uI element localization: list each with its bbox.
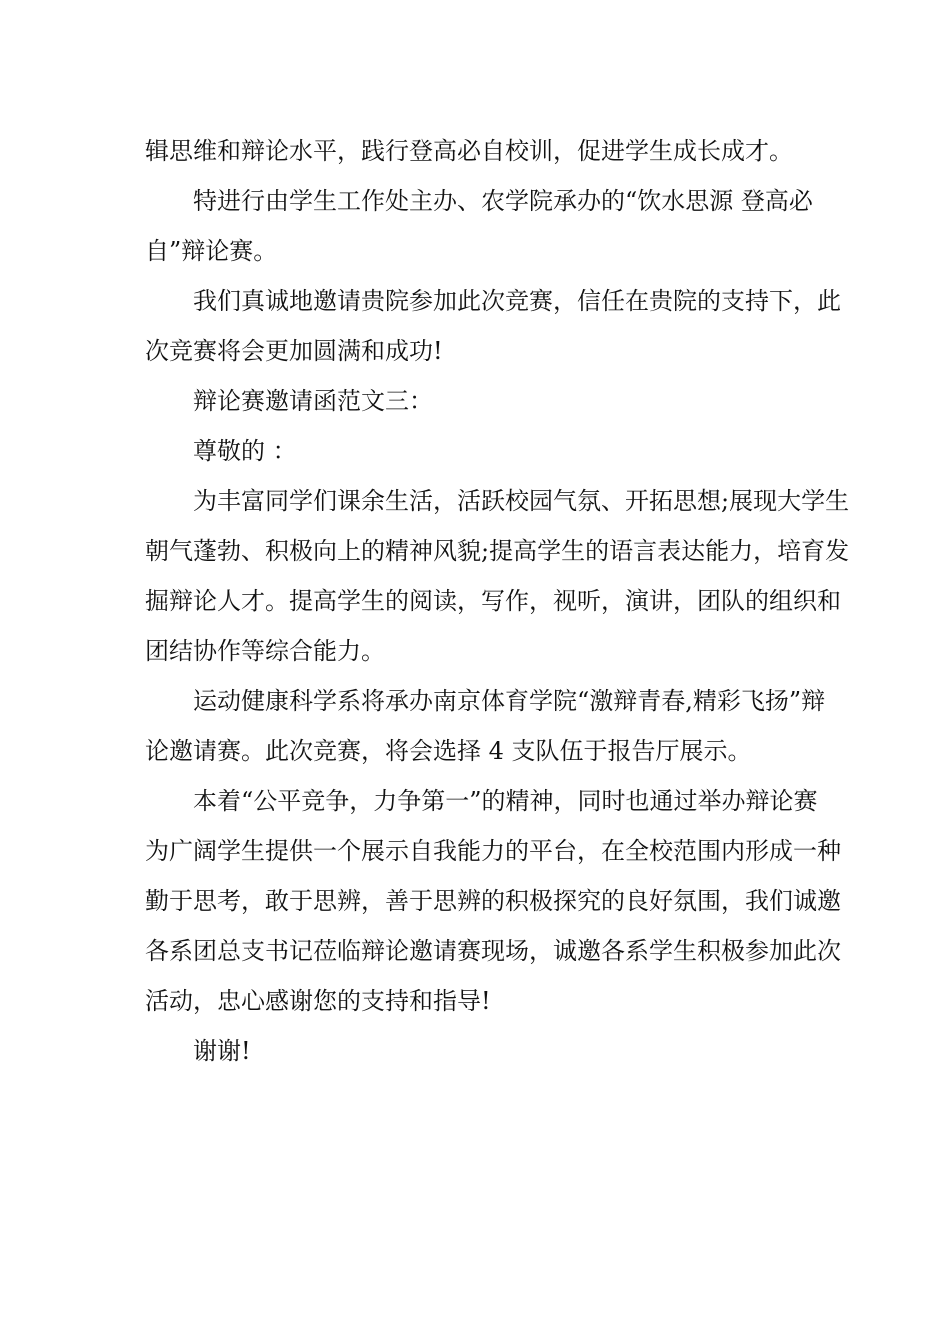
section-heading: 辩论赛邀请函范文三： bbox=[193, 387, 433, 415]
text-line: 掘辩论人才。提高学生的阅读，写作，视听，演讲，团队的组织和 bbox=[145, 587, 841, 615]
text-line: 辑思维和辩论水平，践行登高必自校训，促进学生成长成才。 bbox=[145, 137, 793, 165]
salutation: 尊敬的 ： bbox=[193, 437, 297, 465]
text-line: 各系团总支书记莅临辩论邀请赛现场，诚邀各系学生积极参加此次 bbox=[145, 937, 841, 965]
text-line: 特进行由学生工作处主办、农学院承办的“饮水思源 登高必 bbox=[193, 187, 813, 215]
closing-line: 谢谢! bbox=[193, 1037, 251, 1065]
text-line: 本着“公平竞争，力争第一”的精神，同时也通过举办辩论赛 bbox=[193, 787, 818, 815]
text-line: 我们真诚地邀请贵院参加此次竞赛，信任在贵院的支持下，此 bbox=[193, 287, 841, 315]
text-line: 为广阔学生提供一个展示自我能力的平台，在全校范围内形成一种 bbox=[145, 837, 841, 865]
text-line: 朝气蓬勃、积极向上的精神风貌;提高学生的语言表达能力，培育发 bbox=[145, 537, 850, 565]
text-line: 团结协作等综合能力。 bbox=[145, 637, 385, 665]
text-line: 论邀请赛。此次竞赛，将会选择 4 支队伍于报告厅展示。 bbox=[145, 737, 752, 765]
text-line: 运动健康科学系将承办南京体育学院“激辩青春,精彩飞扬”辩 bbox=[193, 687, 826, 715]
text-line: 为丰富同学们课余生活，活跃校园气氛、开拓思想;展现大学生 bbox=[193, 487, 850, 515]
text-line: 活动，忠心感谢您的支持和指导! bbox=[145, 987, 491, 1015]
text-line: 勤于思考，敢于思辨，善于思辨的积极探究的良好氛围，我们诚邀 bbox=[145, 887, 841, 915]
text-line: 自”辩论赛。 bbox=[145, 237, 278, 265]
text-line: 次竞赛将会更加圆满和成功! bbox=[145, 337, 443, 365]
